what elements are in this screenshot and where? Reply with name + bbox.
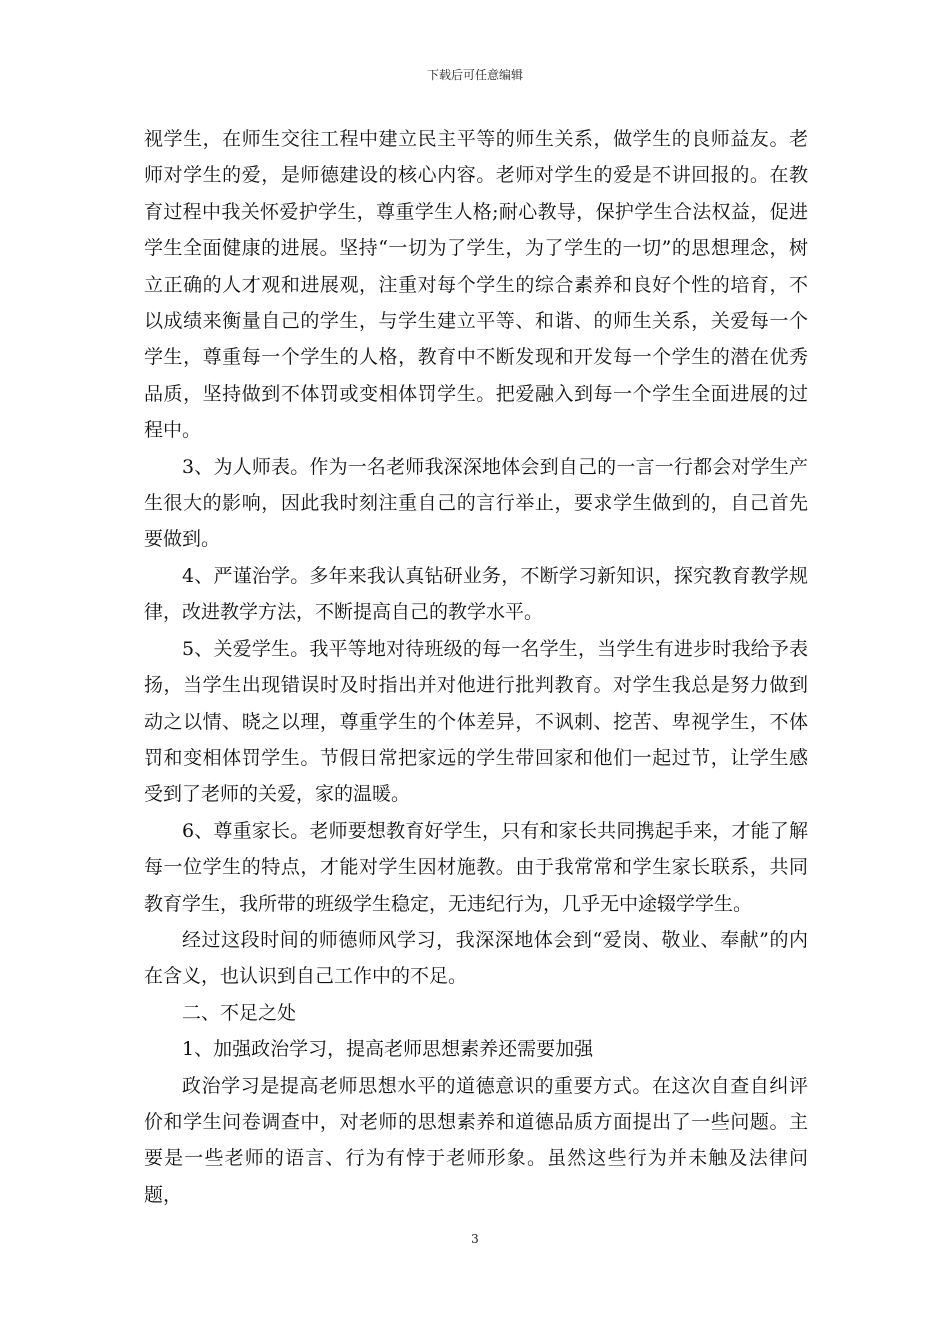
paragraph-continuation: 视学生，在师生交往工程中建立民主平等的师生关系，做学生的良师益友。老师对学生的爱，是师德建设的核心内容。老师对学生的爱是不讲回报的。在教育过程中我关怀爱护学生，尊重学生人格;耐心教导，保护学生合法权益，促进学生全面健康的进展。坚持“一切为了学生，为了学生的一切”的思想理念，树立正确的人才观和进展观，注重对每个学生的综合素养和良好个性的培育，不以成绩来衡量自己的学生，与学生建立平等、和谐、的师生关系，关爱每一个学生，尊重每一个学生的人格，教育中不断发现和开发每一个学生的潜在优秀品质，坚持做到不体罚或变相体罚学生。把爱融入到每一个学生全面进展的过程中。 (144, 128, 808, 442)
paragraph-item-5: 5、关爱学生。我平等地对待班级的每一名学生，当学生有进步时我给予表扬，当学生出现错误时及时指出并对他进行批判教育。对学生我总是努力做到动之以情、晓之以理，尊重学生的个体差异，不讽刺、挖苦、卑视学生，不体罚和变相体罚学生。节假日常把家远的学生带回家和他们一起过节，让学生感受到了老师的关爱，家的温暖。 (144, 637, 808, 806)
paragraph-summary: 经过这段时间的师德师风学习，我深深地体会到“爱岗、敬业、奉献”的内在含义，也认识到自己工作中的不足。 (144, 928, 808, 988)
paragraph-item-6: 6、尊重家长。老师要想教育好学生，只有和家长共同携起手来，才能了解每一位学生的特点，才能对学生因材施教。由于我常常和学生家长联系，共同教育学生，我所带的班级学生稳定，无违纪行为，几乎无中途辍学学生。 (144, 819, 808, 915)
paragraph-political-study: 政治学习是提高老师思想水平的道德意识的重要方式。在这次自查自纠评价和学生问卷调查中，对老师的思想素养和道德品质方面提出了一些问题。主要是一些老师的语言、行为有悖于老师形象。虽然这些行为并未触及法律问题， (144, 1074, 808, 1206)
section-heading: 二、不足之处 (182, 1001, 297, 1024)
document-body (144, 121, 808, 1213)
paragraph-item-4: 4、严谨治学。多年来我认真钻研业务，不断学习新知识，探究教育教学规律，改进教学方法，不断提高自己的教学水平。 (144, 564, 808, 624)
paragraph-item-3: 3、为人师表。作为一名老师我深深地体会到自己的一言一行都会对学生产生很大的影响，因此我时刻注重自己的言行举止，要求学生做到的，自己首先要做到。 (144, 455, 808, 551)
page-header: 下载后可任意编辑 (426, 68, 523, 82)
subsection-heading: 1、加强政治学习，提高老师思想素养还需要加强 (182, 1038, 594, 1061)
page-number: 3 (471, 1232, 479, 1246)
